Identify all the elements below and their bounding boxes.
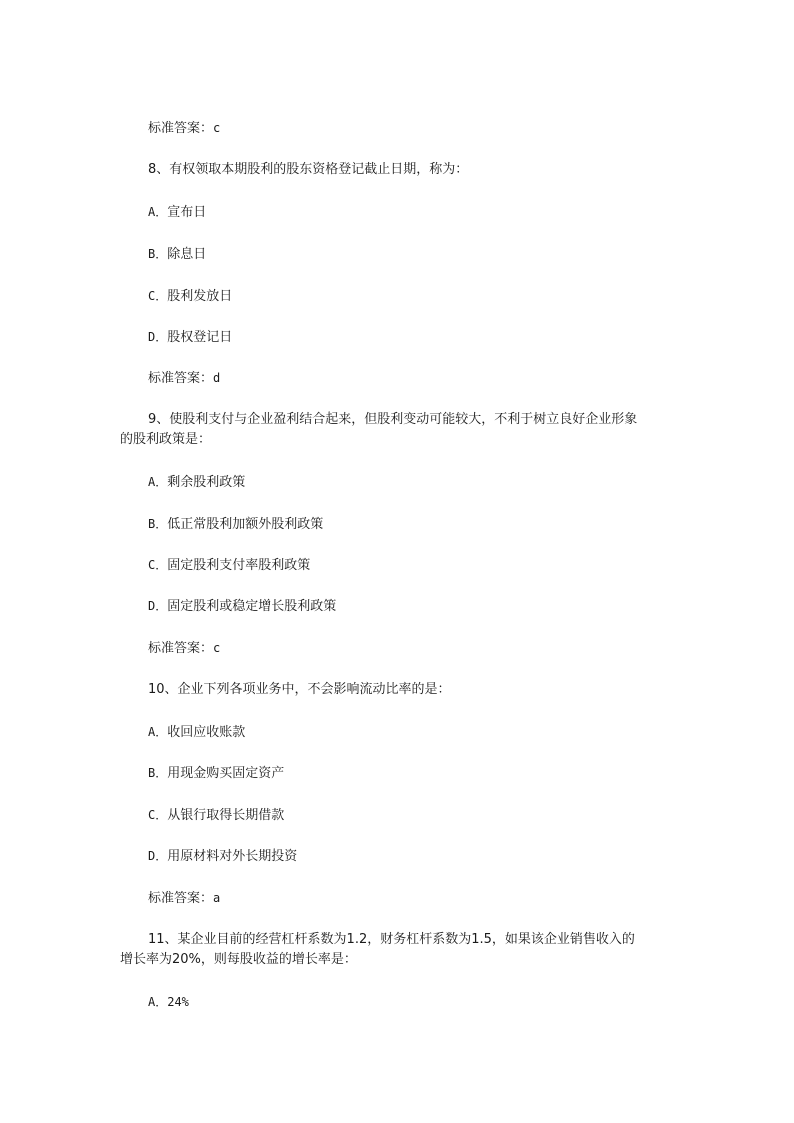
answer-label: 标准答案： [148,641,214,656]
option-letter: B． [148,247,168,261]
option-b-q8 [148,246,206,263]
option-letter: B． [148,766,168,780]
option-text: 低正常股利加额外股利政策 [167,517,324,532]
question-stem-q9-line1: 9、使股利支付与企业盈利结合起来，但股利变动可能较大，不利于树立良好企业形象 [148,412,638,427]
option-letter: A． [148,725,168,739]
option-b-q9 [148,516,323,533]
question-stem-q11-line1: 11、某企业目前的经营杠杆系数为1.2，财务杠杆系数为1.5，如果该企业销售收入的 [148,932,635,947]
option-text: 宣布日 [167,205,207,220]
option-letter: D． [148,599,168,613]
answer-label: 标准答案： [148,121,214,136]
option-text: 用现金购买固定资产 [167,766,285,781]
answer-line-q9 [148,640,220,657]
option-a-q11 [148,994,189,1011]
question-stem-q11-line2: 增长率为20%，则每股收益的增长率是： [120,952,357,967]
option-b-q10 [148,765,284,782]
option-d-q10 [148,848,297,865]
option-a-q9 [148,474,245,491]
option-c-q8 [148,288,232,305]
option-text: 除息日 [167,247,207,262]
option-letter: D． [148,849,168,863]
option-a-q10 [148,724,245,741]
option-letter: A． [148,475,168,489]
option-letter: B． [148,517,168,531]
option-letter: D． [148,330,168,344]
option-text: 股权登记日 [167,330,233,345]
option-d-q9 [148,598,336,615]
answer-label: 标准答案： [148,371,214,386]
option-letter: C． [148,289,168,303]
answer-value: d [213,371,221,385]
answer-value: c [213,121,221,135]
option-letter: C． [148,808,168,822]
option-c-q10 [148,807,284,824]
option-letter: A． [148,205,168,219]
option-text: 股利发放日 [167,289,233,304]
option-d-q8 [148,329,232,346]
option-text: 固定股利支付率股利政策 [167,558,311,573]
option-letter: C． [148,558,168,572]
option-a-q8 [148,204,206,221]
option-letter: A． [148,995,168,1009]
answer-value: a [213,891,221,905]
question-stem-q8: 8、有权领取本期股利的股东资格登记截止日期，称为： [148,162,469,177]
question-stem-q10: 10、企业下列各项业务中，不会影响流动比率的是： [148,682,451,697]
answer-line-q7 [148,120,220,137]
option-text: 从银行取得长期借款 [167,808,285,823]
answer-label: 标准答案： [148,891,214,906]
option-text: 固定股利或稳定增长股利政策 [167,599,337,614]
option-text: 24% [167,995,189,1009]
answer-line-q8 [148,370,220,387]
answer-value: c [213,641,221,655]
option-text: 剩余股利政策 [167,475,246,490]
option-c-q9 [148,557,310,574]
option-text: 用原材料对外长期投资 [167,849,298,864]
option-text: 收回应收账款 [167,725,246,740]
question-stem-q9-line2: 的股利政策是： [120,432,212,447]
answer-line-q10 [148,890,220,907]
